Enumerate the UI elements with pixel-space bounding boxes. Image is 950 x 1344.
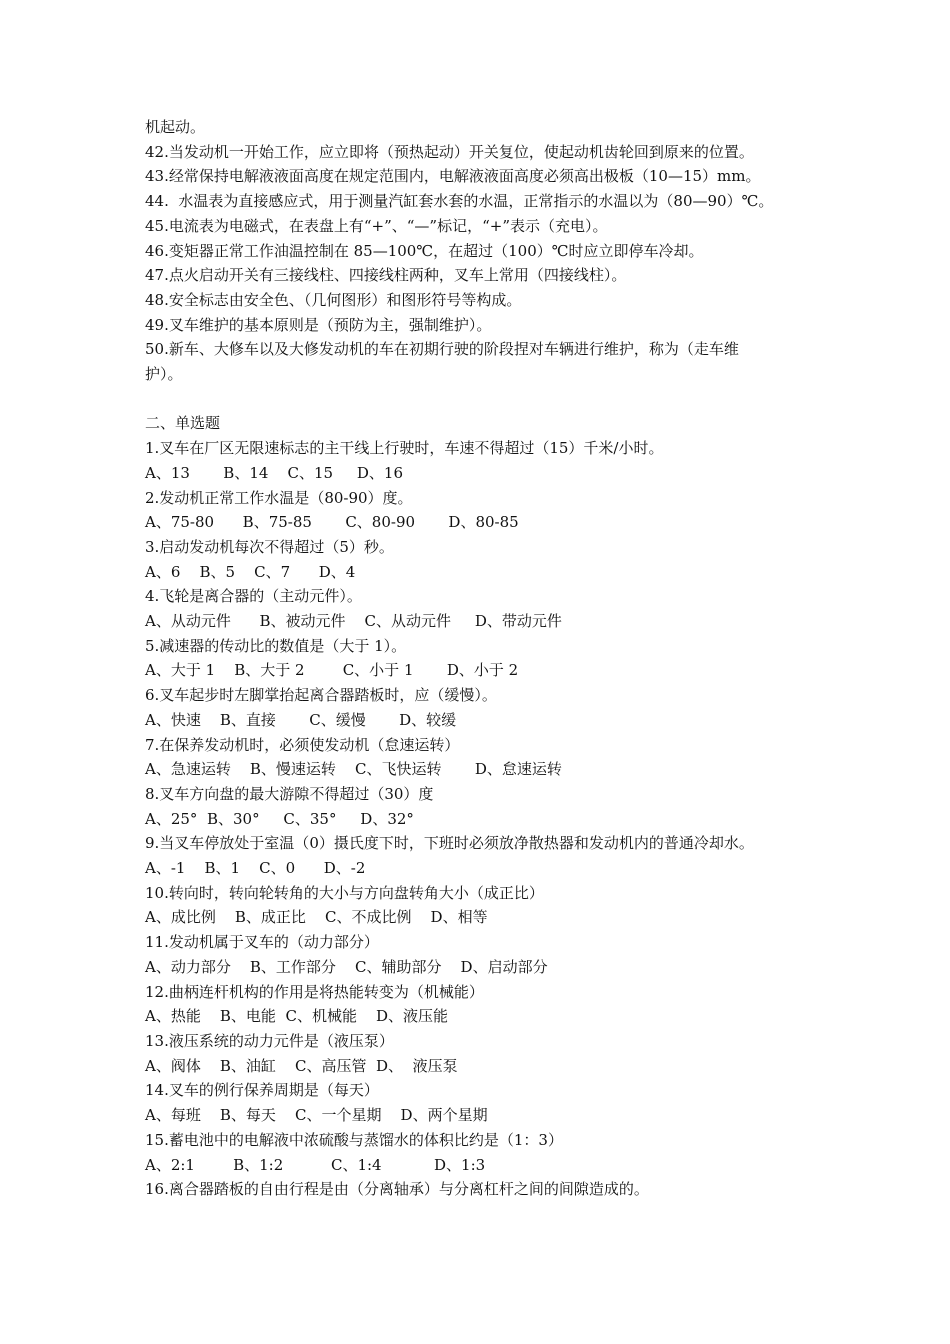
text-line: A、从动元件 B、被动元件 C、从动元件 D、带动元件	[145, 612, 562, 631]
text-line	[145, 387, 815, 412]
text-line: 46.变矩器正常工作油温控制在 85—100℃，在超过（100）℃时应立即停车冷却。	[145, 241, 704, 260]
text-line: A、急速运转 B、慢速运转 C、飞快运转 D、怠速运转	[145, 760, 562, 779]
text-line: 7.在保养发动机时，必须使发动机（怠速运转）	[145, 735, 460, 754]
text-line: 8.叉车方向盘的最大游隙不得超过（30）度	[145, 784, 434, 803]
text-line: 10.转向时，转向轮转角的大小与方向盘转角大小（成正比）	[145, 883, 544, 902]
text-line: 16.离合器踏板的自由行程是由（分离轴承）与分离杠杆之间的间隙造成的。	[145, 1180, 649, 1199]
text-line: 3.启动发动机每次不得超过（5）秒。	[145, 537, 394, 556]
text-line: A、动力部分 B、工作部分 C、辅助部分 D、启动部分	[145, 957, 548, 976]
text-line: 15.蓄电池中的电解液中浓硫酸与蒸馏水的体积比约是（1：3）	[145, 1130, 563, 1149]
document-body	[145, 115, 815, 1202]
text-line: 43.经常保持电解液液面高度在规定范围内，电解液液面高度必须高出极板（10—15）mm。	[145, 167, 761, 186]
text-line: 二、单选题	[145, 414, 221, 433]
text-line: 49.叉车维护的基本原则是（预防为主，强制维护）。	[145, 315, 492, 334]
text-line: 12.曲柄连杆机构的作用是将热能转变为（机械能）	[145, 982, 484, 1001]
text-line: 45.电流表为电磁式，在表盘上有“+”、“—”标记，“+”表示（充电）。	[145, 216, 608, 235]
text-line: A、13 B、14 C、15 D、16	[145, 463, 403, 482]
text-line: 2.发动机正常工作水温是（80-90）度。	[145, 488, 413, 507]
text-line: A、2:1 B、1:2 C、1:4 D、1:3	[145, 1155, 486, 1174]
text-line: 50.新车、大修车以及大修发动机的车在初期行驶的阶段捏对车辆进行维护，称为（走车维	[145, 340, 739, 359]
text-line: A、6 B、5 C、7 D、4	[145, 562, 356, 581]
text-line: 1.叉车在厂区无限速标志的主干线上行驶时，车速不得超过（15）千米/小时。	[145, 439, 664, 458]
text-line: 9.当叉车停放处于室温（0）摄氏度下时，下班时必须放净散热器和发动机内的普通冷却水。	[145, 834, 754, 853]
text-line: 机起动。	[145, 118, 206, 136]
text-line: 14.叉车的例行保养周期是（每天）	[145, 1081, 379, 1100]
text-line: 11.发动机属于叉车的（动力部分）	[145, 933, 379, 952]
text-line: 6.叉车起步时左脚掌抬起离合器踏板时，应（缓慢）。	[145, 686, 497, 705]
text-line: 4.飞轮是离合器的（主动元件）。	[145, 587, 362, 606]
text-line: A、阀体 B、油缸 C、高压管 D、 液压泵	[145, 1056, 458, 1075]
text-line: 护）。	[145, 365, 183, 384]
text-line: A、每班 B、每天 C、一个星期 D、两个星期	[145, 1106, 488, 1125]
text-line: A、-1 B、1 C、0 D、-2	[145, 859, 366, 878]
text-line: A、热能 B、电能 C、机械能 D、液压能	[145, 1007, 449, 1026]
text-line: 13.液压系统的动力元件是（液压泵）	[145, 1032, 394, 1050]
text-line: 42.当发动机一开始工作，应立即将（预热起动）开关复位，使起动机齿轮回到原来的位置。	[145, 142, 754, 161]
text-line: 44. 水温表为直接感应式，用于测量汽缸套水套的水温，正常指示的水温以为（80—90）℃。	[145, 192, 774, 211]
text-line: 48.安全标志由安全色、（几何图形）和图形符号等构成。	[145, 290, 522, 309]
text-line: A、快速 B、直接 C、缓慢 D、较缓	[145, 710, 457, 729]
text-line: 47.点火启动开关有三接线柱、四接线柱两种，叉车上常用（四接线柱）。	[145, 266, 627, 285]
text-line: 5.减速器的传动比的数值是（大于 1）。	[145, 636, 407, 655]
text-line: A、75-80 B、75-85 C、80-90 D、80-85	[145, 513, 519, 532]
text-line: A、大于 1 B、大于 2 C、小于 1 D、小于 2	[145, 661, 519, 680]
text-line: A、成比例 B、成正比 C、不成比例 D、相等	[145, 908, 488, 927]
text-line: A、25° B、30° C、35° D、32°	[145, 809, 414, 828]
